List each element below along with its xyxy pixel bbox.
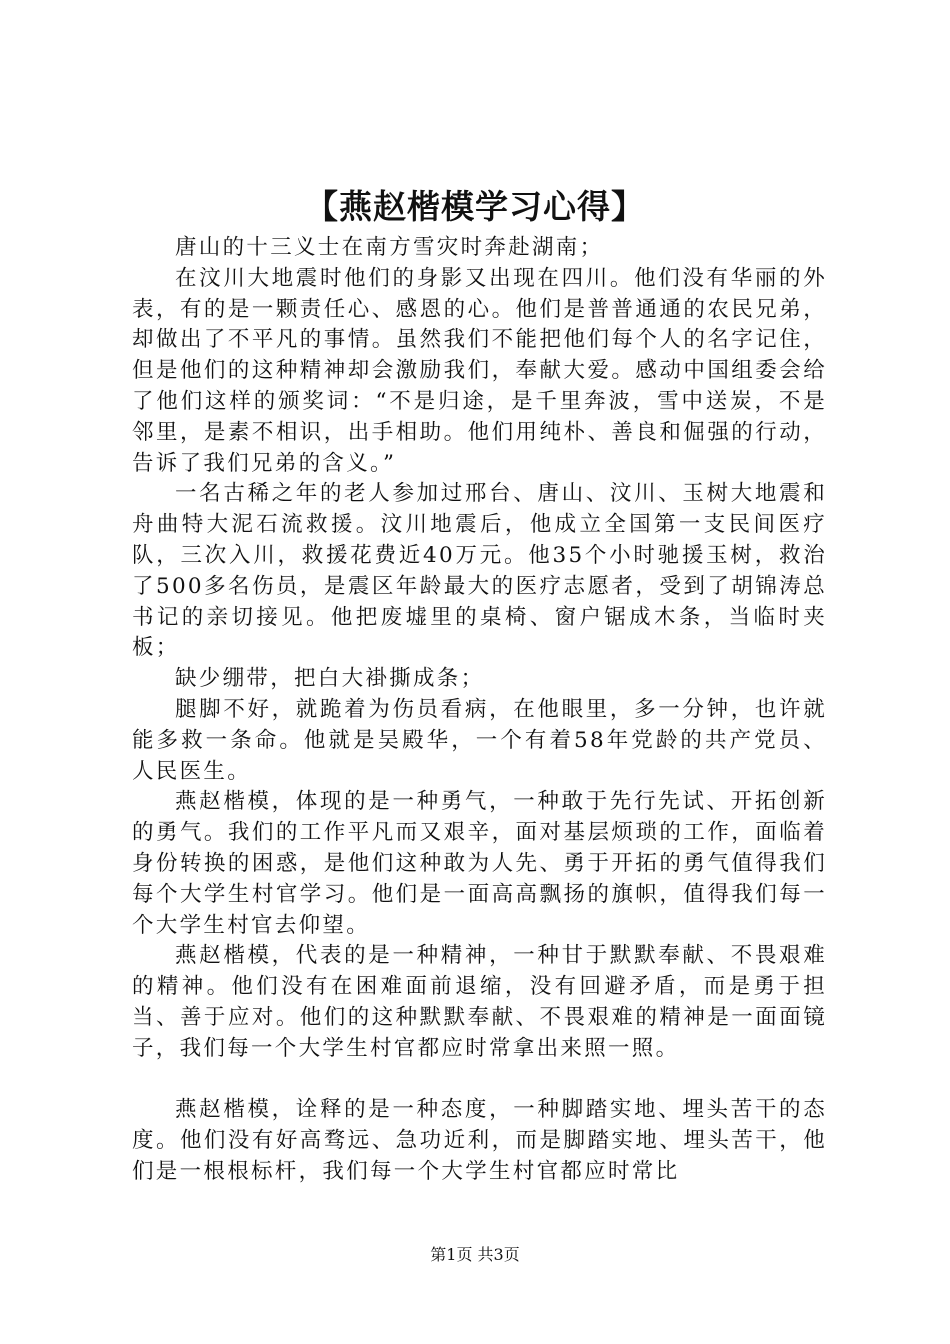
paragraph: 燕赵楷模，体现的是一种勇气，一种敢于先行先试、开拓创新的勇气。我们的工作平凡而又艰辛，面对基层烦琐的工作，面临着身份转换的困惑，是他们这种敢为人先、勇于开拓的勇气值得我们每个大学生村官学习。他们是一面高高飘扬的旗帜，值得我们每一个大学生村官去仰望。: [132, 789, 827, 938]
paragraph: 在汶川大地震时他们的身影又出现在四川。他们没有华丽的外表，有的是一颗责任心、感恩的心。他们是普普通通的农民兄弟，却做出了不平凡的事情。虽然我们不能把他们每个人的名字记住，但是他们的这种精神却会激励我们，奉献大爱。感动中国组委会给了他们这样的颁奖词：“不是归途，是千里奔波，雪中送炭，不是邻里，是素不相识，出手相助。他们用纯朴、善良和倔强的行动，告诉了我们兄弟的含义。”: [132, 265, 827, 476]
page-number-footer: 第1页 共3页: [430, 1245, 520, 1264]
paragraph: 缺少绷带，把白大褂撕成条；: [175, 666, 485, 692]
paragraph: 腿脚不好，就跪着为伤员看病，在他眼里，多一分钟，也许就能多救一条命。他就是吴殿华，一个有着58年党龄的共产党员、人民医生。: [132, 696, 827, 784]
document-body: [132, 233, 827, 1188]
paragraph: 唐山的十三义士在南方雪灾时奔赴湖南；: [175, 235, 604, 260]
paragraph: 燕赵楷模，代表的是一种精神，一种甘于默默奉献、不畏艰难的精神。他们没有在困难面前退缩，没有回避矛盾，而是勇于担当、善于应对。他们的这种默默奉献、不畏艰难的精神是一面面镜子，我们每一个大学生村官都应时常拿出来照一照。: [132, 943, 827, 1061]
paragraph: 一名古稀之年的老人参加过邢台、唐山、汶川、玉树大地震和舟曲特大泥石流救援。汶川地震后，他成立全国第一支民间医疗队，三次入川，救援花费近40万元。他35个小时驰援玉树，救治了500多名伤员，是震区年龄最大的医疗志愿者，受到了胡锦涛总书记的亲切接见。他把废墟里的桌椅、窗户锯成木条，当临时夹板；: [132, 481, 827, 661]
paragraph: 燕赵楷模，诠释的是一种态度，一种脚踏实地、埋头苦干的态度。他们没有好高骛远、急功近利，而是脚踏实地、埋头苦干，他们是一根根标杆，我们每一个大学生村官都应时常比: [132, 1097, 827, 1184]
document-title: 【燕赵楷模学习心得】: [305, 187, 645, 226]
